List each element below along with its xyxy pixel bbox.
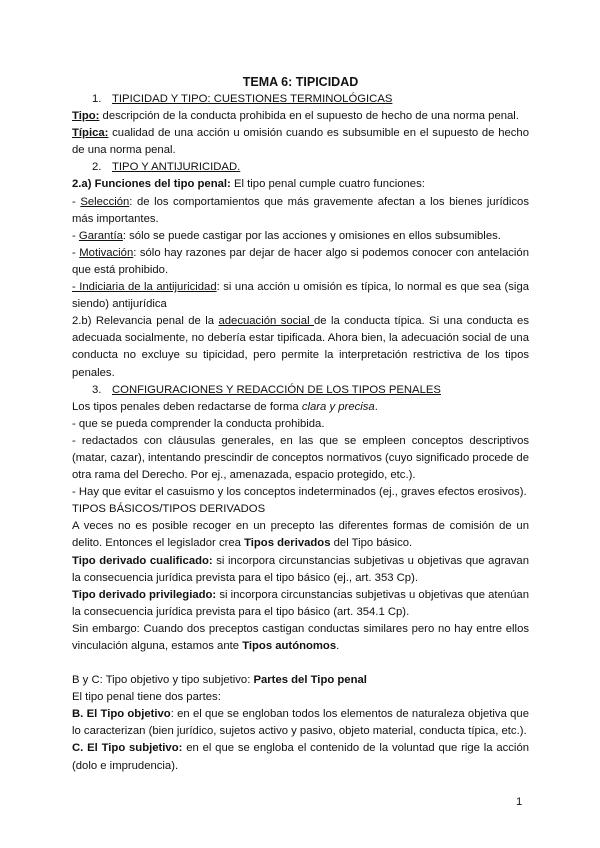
paragraph-spacer [72, 655, 529, 672]
section-3-intro: Los tipos penales deben redactarse de forma clara y precisa. [72, 400, 378, 413]
section-3-bullet: - que se pueda comprender la conducta prohibida. [72, 417, 325, 430]
page-title: TEMA 6: TIPICIDAD [242, 75, 359, 89]
tipos-autonomos: Sin embargo: Cuando dos preceptos castigan conductas similares pero no hay entre ellos vinculación alguna, estamos ante Tipos autónomos. [72, 622, 529, 652]
tipos-derivados-intro: A veces no es posible recoger en un precepto las diferentes formas de comisión de un delito. Entonces el legislador crea Tipos derivados del Tipo básico. [72, 520, 529, 550]
section-2a-intro: 2.a) Funciones del tipo penal: El tipo penal cumple cuatro funciones: [72, 178, 425, 191]
tipo-objetivo: B. El Tipo objetivo: en el que se engloban todos los elementos de naturaleza objetiva que lo caracterizan (bien jurídico, sujetos activo y pasivo, objeto material, conducta típica, etc.). [72, 708, 529, 738]
partes-tipo-heading: B y C: Tipo objetivo y tipo subjetivo: Partes del Tipo penal [72, 674, 367, 687]
page-number: 1 [516, 796, 523, 808]
document-page [72, 74, 529, 775]
funcion-indiciaria: - Indiciaria de la antijuricidad: si una acción u omisión es típica, lo normal es que sea (siga siendo) antijurídica [72, 281, 530, 311]
funcion-garantia: - Garantía: sólo se puede castigar por las acciones y omisiones en ellos subsumibles. [72, 229, 501, 242]
section-1-heading: 1. TIPICIDAD Y TIPO: CUESTIONES TERMINOLÓGICAS [92, 93, 393, 105]
section-2b-paragraph: 2.b) Relevancia penal de la adecuación social de la conducta típica. Si una conducta es adecuada socialmente, no debería estar tipificada. Ahora bien, la adecuación social de una conducta no excluye su tipicidad, pero permite la interpretación restrictiva de los tipos penales. [72, 315, 529, 379]
tipo-derivado-cualificado: Tipo derivado cualificado: si incorpora circunstancias subjetivas u objetivas que agravan la consecuencia jurídica prevista para el tipo básico (ej., art. 353 Cp). [72, 554, 529, 584]
tipo-subjetivo: C. El Tipo subjetivo: en el que se engloba el contenido de la voluntad que rige la acción (dolo e imprudencia). [72, 742, 530, 772]
tipos-basicos-heading: TIPOS BÁSICOS/TIPOS DERIVADOS [72, 503, 266, 516]
funcion-seleccion: - Selección: de los comportamientos que más gravemente afectan a los bienes jurídicos más importantes. [72, 195, 529, 225]
section-3-heading: 3. CONFIGURACIONES Y REDACCIÓN DE LOS TIPOS PENALES [92, 383, 441, 396]
tipica-definition: Típica: cualidad de una acción u omisión cuando es subsumible en el supuesto de hecho de una norma penal. [72, 127, 529, 157]
section-3-bullet: - redactados con cláusulas generales, en las que se empleen conceptos descriptivos (matar, cazar), intentando prescindir de conceptos normativos (cuyo significado procede de otra rama del Derecho. Por ej., amenazada, espacio protegido, etc.). [72, 434, 529, 482]
section-2-heading: 2. TIPO Y ANTIJURICIDAD. [92, 161, 241, 174]
partes-tipo-intro: El tipo penal tiene dos partes: [72, 691, 221, 704]
funcion-motivacion: - Motivación: sólo hay razones par dejar de hacer algo si podemos conocer con antelación que está prohibido. [72, 246, 529, 276]
tipo-definition: Tipo: descripción de la conducta prohibida en el supuesto de hecho de una norma penal. [72, 110, 519, 123]
section-3-bullet: - Hay que evitar el casuismo y los conceptos indeterminados (ej., graves efectos erosivos). [72, 486, 527, 499]
tipo-derivado-privilegiado: Tipo derivado privilegiado: si incorpora circunstancias subjetivas u objetivas que atenúan la consecuencia jurídica prevista para el tipo básico (art. 354.1 Cp). [72, 588, 529, 618]
